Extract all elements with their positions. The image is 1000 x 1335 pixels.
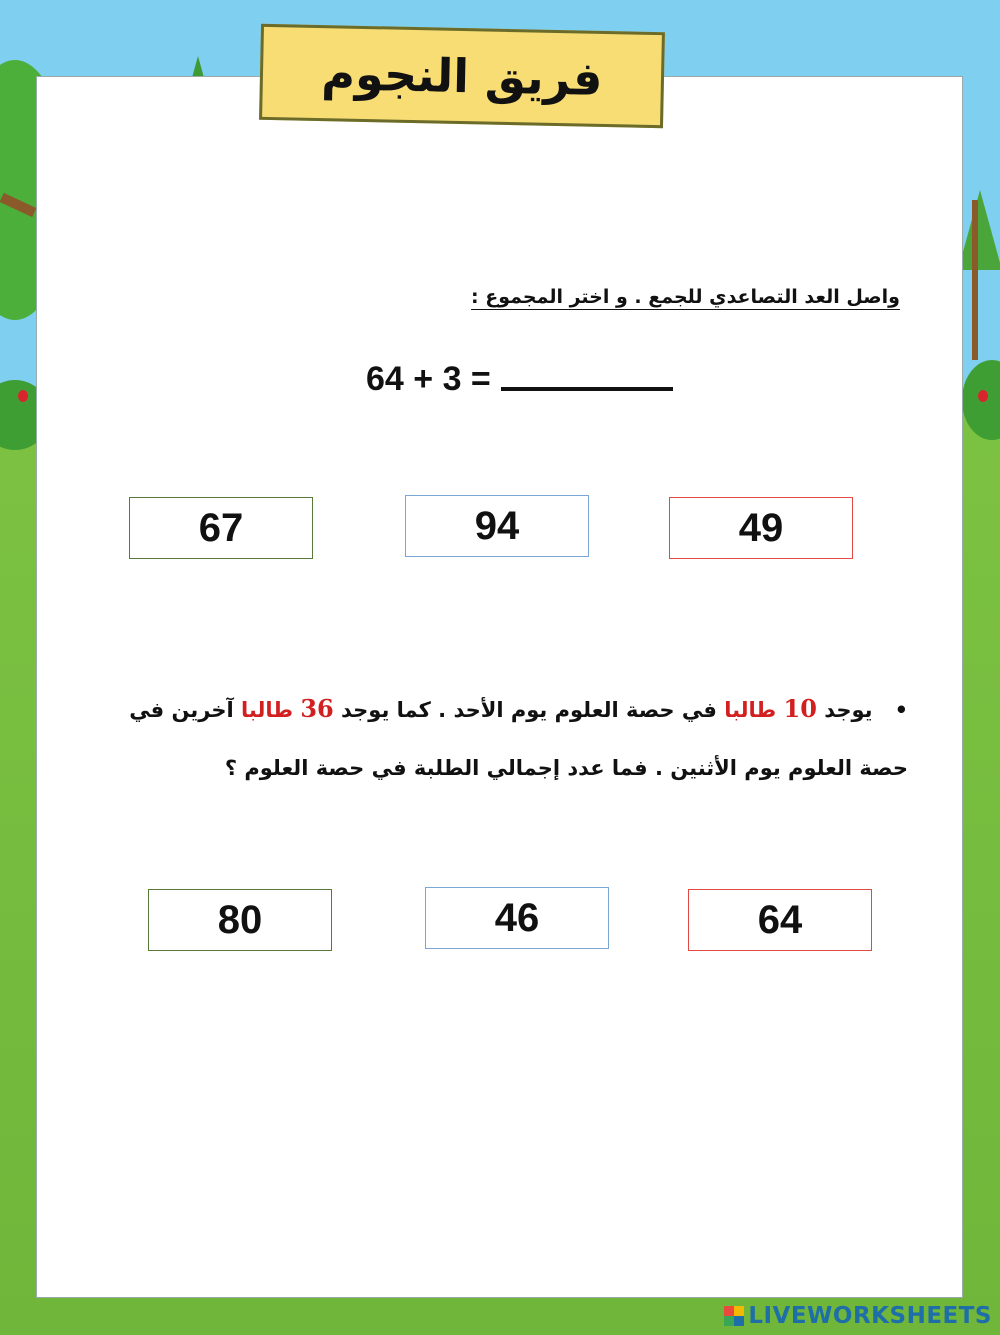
question1-equation — [366, 360, 673, 399]
q2-part-3: آخرين في حصة العلوم يوم الأثنين . فما عدد إجمالي الطلبة في حصة العلوم ؟ — [129, 698, 908, 780]
q2-word-1: طالبا — [724, 698, 784, 722]
question2-text — [128, 680, 908, 797]
bullet-icon: • — [894, 698, 908, 722]
question1-instruction: واصل العد التصاعدي للجمع . و اختر المجموع : — [471, 286, 900, 308]
q1-choice-2[interactable]: 94 — [405, 495, 589, 557]
apple-right — [978, 390, 988, 402]
q2-number-1: 10 — [783, 694, 817, 723]
q2-word-2: طالبا — [241, 698, 301, 722]
tree-trunk-right — [972, 200, 978, 360]
q2-number-2: 36 — [300, 694, 334, 723]
q1-choice-1[interactable]: 67 — [129, 497, 313, 559]
page-title: فريق النجوم — [320, 46, 604, 106]
liveworksheets-logo-icon — [724, 1306, 744, 1326]
brand-text: LIVEWORKSHEETS — [748, 1303, 992, 1329]
pine-tree-right — [958, 190, 1000, 270]
footer-brand — [724, 1303, 992, 1329]
title-banner — [259, 24, 665, 128]
q2-part-2: في حصة العلوم يوم الأحد . كما يوجد — [333, 698, 725, 722]
apple-left — [18, 390, 28, 402]
equation-text: 64 + 3 = — [366, 360, 491, 398]
q2-choice-2[interactable]: 46 — [425, 887, 609, 949]
answer-blank[interactable] — [501, 387, 673, 391]
q2-part-1: يوجد — [816, 698, 873, 722]
q2-choice-1[interactable]: 80 — [148, 889, 332, 951]
q1-choice-3[interactable]: 49 — [669, 497, 853, 559]
q2-choice-3[interactable]: 64 — [688, 889, 872, 951]
